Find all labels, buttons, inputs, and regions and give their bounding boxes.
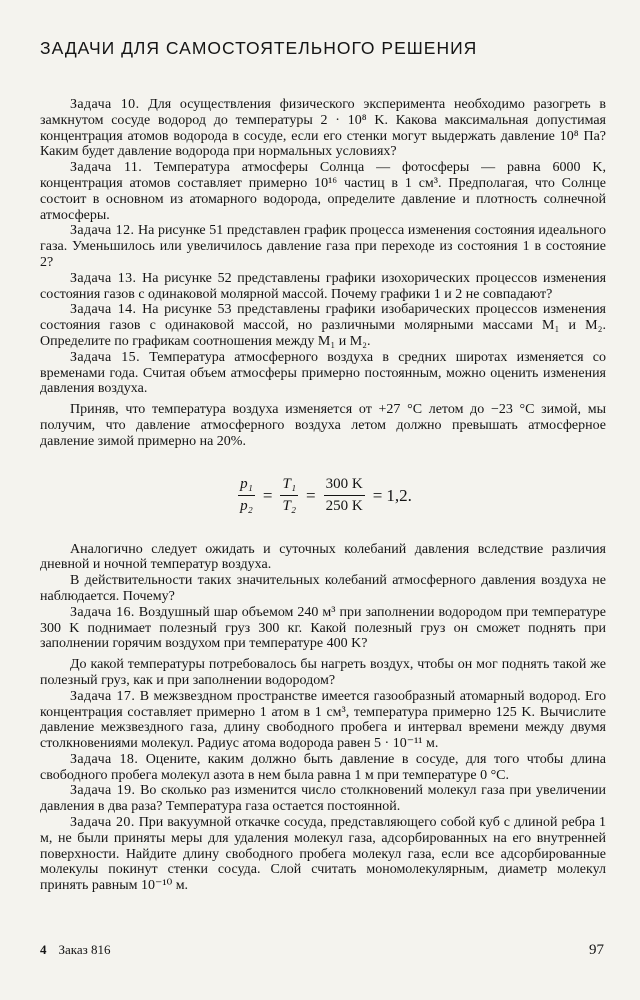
- problem-14: [40, 302, 606, 349]
- formula-result: 1,2.: [386, 485, 412, 505]
- problem-text: При вакуумной откачке сосуда, представляющего собой куб с длиной ребра 1 м, не были приняты меры для удаления молекул газа, адсорбированных на его внутренней поверхности. Найдите длину свободного пробега молекул газа, если все адсорбированные молекулы покинут стенки сосуда. Слой считать мономолекулярным, диаметр молекул принять равным 10⁻¹⁰ м.: [40, 815, 607, 894]
- equals-sign: =: [306, 485, 316, 505]
- problem-15-analogy: Аналогично следует ожидать и суточных колебаний давления вследствие различия дневной и ночной температур воздуха.: [40, 541, 606, 573]
- order-number: Заказ 816: [58, 942, 111, 957]
- section-title: ЗАДАЧИ ДЛЯ САМОСТОЯТЕЛЬНОГО РЕШЕНИЯ: [40, 38, 478, 58]
- pressure-ratio-formula: [40, 450, 606, 542]
- problem-12: [40, 223, 606, 270]
- numerator: p₁: [238, 476, 255, 496]
- problem-15-question: В действительности таких значительных колебаний атмосферного давления воздуха не наблюдается. Почему?: [40, 573, 606, 604]
- page-footer: [40, 942, 604, 959]
- problem-11: [40, 160, 606, 223]
- problem-label: Задача 11.: [70, 160, 143, 176]
- problem-label: Задача 15.: [70, 349, 140, 365]
- problem-17: [40, 689, 606, 752]
- problem-label: Задача 20.: [70, 815, 135, 831]
- problem-text: На рисунке 53 представлены графики изобарических процессов изменения состояния газов с одинаковой массой, но различными молярными массами M₁ и M₂. Определите по графикам соотношения между M₁ и M₂.: [40, 302, 606, 349]
- equals-sign: =: [262, 485, 273, 505]
- problem-text: Для осуществления физического эксперимента необходимо разогреть в замкнутом сосуде водород до температуры 2 · 10⁸ K. Какова максимальная допустимая концентрация атомов водорода в сосуде, если его стенки могут выдержать давление 10⁸ Па? Каким будет давление водорода при нормальных условиях?: [40, 97, 606, 160]
- denominator: p₂: [240, 498, 253, 515]
- problem-18: [40, 752, 606, 784]
- problem-label: Задача 14.: [70, 302, 137, 318]
- denominator: T₂: [282, 498, 297, 515]
- problem-label: Задача 10.: [70, 97, 140, 112]
- problem-label: Задача 12.: [70, 223, 135, 239]
- problem-10: [40, 97, 606, 160]
- problem-text: Оцените, каким должно быть давление в сосуде, для того чтобы длина свободного пробега молекул азота в нем была равна 1 м при температуре 0 °C.: [40, 751, 607, 783]
- problem-15: [40, 350, 606, 397]
- problem-text: В межзвездном пространстве имеется газообразный атомарный водород. Его концентрация составляет примерно 1 атом в 1 см³, температура примерно 125 K. Вычислите давление межзвездного газа, длину свободного пробега и интервал времени между двумя столкновениями молекул. Радиус атома водорода равен 5 · 10⁻¹¹ м.: [40, 688, 607, 752]
- problem-text: Воздушный шар объемом 240 м³ при заполнении водородом при температуре 300 K поднимает полезный груз 300 кг. Какой полезный груз он сможет поднять при заполнении горячим воздухом при температуре 400 K?: [40, 604, 606, 652]
- problem-label: Задача 17.: [70, 688, 136, 704]
- problem-13: [40, 271, 606, 303]
- problem-19: [40, 783, 606, 815]
- denominator: 250 K: [325, 498, 363, 515]
- signature-number: 4: [40, 942, 47, 957]
- problem-15-continuation: Приняв, что температура воздуха изменяется от +27 °C летом до −23 °C зимой, мы получим, что давление атмосферного воздуха летом должно превышать атмосферное давление зимой примерно на 20%.: [40, 402, 606, 449]
- problem-16: [40, 605, 606, 652]
- problem-16-continuation: До какой температуры потребовалось бы нагреть воздух, чтобы он мог поднять такой же полезный груз, как и при заполнении водородом?: [40, 657, 606, 688]
- problem-text: Температура атмосферного воздуха в средних широтах изменяется со временами года. Считая объем атмосферы примерно постоянным, можно оценить изменения давления воздуха.: [40, 349, 606, 397]
- problem-text: Температура атмосферы Солнца — фотосферы — равна 6000 K, концентрация атомов составляет примерно 10¹⁶ частиц в 1 см³. Предполагая, что Солнце состоит в основном из атомарного водорода, определите давление и плотность солнечной атмосферы.: [40, 160, 606, 223]
- fraction-p: [238, 476, 255, 515]
- fraction-values: [324, 476, 365, 515]
- page-number: 97: [589, 942, 604, 958]
- problem-label: Задача 18.: [70, 751, 139, 767]
- fraction-t: [280, 476, 298, 515]
- problem-20: [40, 815, 606, 894]
- problem-label: Задача 13.: [70, 270, 137, 286]
- problem-label: Задача 19.: [70, 783, 136, 799]
- printer-mark: [40, 942, 111, 959]
- numerator: 300 K: [324, 476, 365, 496]
- equals-sign: =: [372, 485, 383, 505]
- problem-text: На рисунке 51 представлен график процесса изменения состояния идеального газа. Уменьшилось или увеличилось давление газа при переходе из состояния 1 в состояние 2?: [40, 223, 607, 270]
- problem-text: Во сколько раз изменится число столкновений молекул газа при увеличении давления в два раза? Температура газа остается постоянной.: [40, 783, 607, 815]
- numerator: T₁: [280, 476, 298, 496]
- problem-label: Задача 16.: [70, 604, 135, 620]
- problem-text: На рисунке 52 представлены графики изохорических процессов изменения состояния газов с одинаковой молярной массой. Почему графики 1 и 2 не совпадают?: [40, 270, 607, 302]
